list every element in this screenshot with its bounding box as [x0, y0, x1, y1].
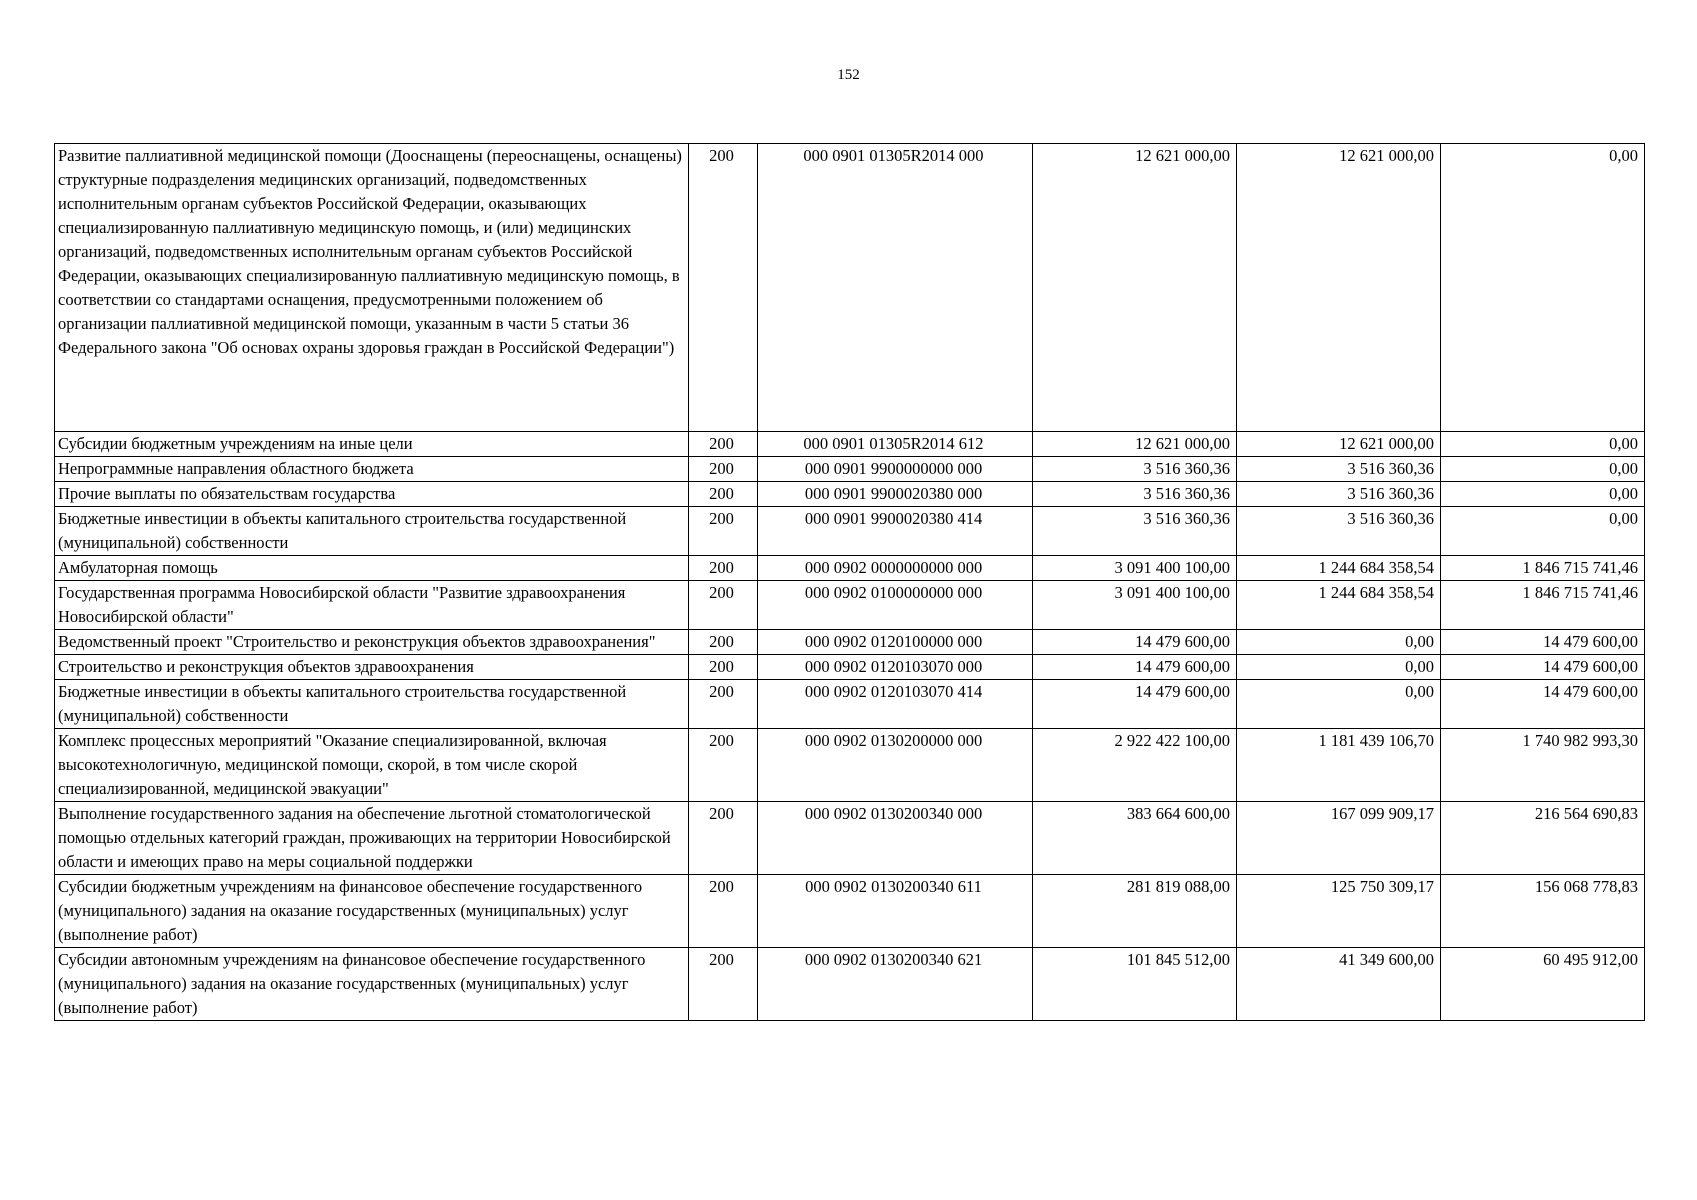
row-executed-amount: 167 099 909,17 [1237, 802, 1441, 875]
budget-table [54, 143, 1645, 1021]
table-row [55, 729, 1645, 802]
row-executed-amount: 12 621 000,00 [1237, 144, 1441, 432]
row-admin-code: 200 [689, 507, 758, 556]
row-name: Выполнение государственного задания на обеспечение льготной стоматологической помощью отдельных категорий граждан, проживающих на территории Новосибирской области и имеющих право на меры социальной поддержки [55, 802, 689, 875]
row-executed-amount: 1 181 439 106,70 [1237, 729, 1441, 802]
row-planned-amount: 12 621 000,00 [1033, 144, 1237, 432]
row-budget-code: 000 0902 0100000000 000 [758, 581, 1033, 630]
row-remaining-amount: 1 740 982 993,30 [1441, 729, 1645, 802]
row-admin-code: 200 [689, 680, 758, 729]
row-planned-amount: 14 479 600,00 [1033, 680, 1237, 729]
row-planned-amount: 3 516 360,36 [1033, 457, 1237, 482]
row-remaining-amount: 1 846 715 741,46 [1441, 581, 1645, 630]
row-planned-amount: 14 479 600,00 [1033, 630, 1237, 655]
row-budget-code: 000 0901 9900020380 000 [758, 482, 1033, 507]
row-admin-code: 200 [689, 144, 758, 432]
row-name: Развитие паллиативной медицинской помощи (Дооснащены (переоснащены, оснащены) структурные подразделения медицинских организаций, подведомственных исполнительным органам субъектов Российской Федерации, оказывающих специализированную паллиативную медицинскую помощь, и (или) медицинских организаций, подведомственных исполнительным органам субъектов Российской Федерации, оказывающих специализированную паллиативную медицинскую помощь, в соответствии со стандартами оснащения, предусмотренными положением об организации паллиативной медицинской помощи, указанным в части 5 статьи 36 Федерального закона "Об основах охраны здоровья граждан в Российской Федерации") [55, 144, 689, 432]
table-row [55, 875, 1645, 948]
row-remaining-amount: 0,00 [1441, 144, 1645, 432]
row-name: Строительство и реконструкция объектов здравоохранения [55, 655, 689, 680]
table-body [55, 144, 1645, 1021]
row-name: Субсидии автономным учреждениям на финансовое обеспечение государственного (муниципального) задания на оказание государственных (муниципальных) услуг (выполнение работ) [55, 948, 689, 1021]
row-admin-code: 200 [689, 655, 758, 680]
row-remaining-amount: 216 564 690,83 [1441, 802, 1645, 875]
table-row [55, 948, 1645, 1021]
table-row [55, 802, 1645, 875]
row-admin-code: 200 [689, 729, 758, 802]
table-row [55, 655, 1645, 680]
table-row [55, 581, 1645, 630]
row-name: Бюджетные инвестиции в объекты капитального строительства государственной (муниципальной) собственности [55, 680, 689, 729]
row-executed-amount: 1 244 684 358,54 [1237, 556, 1441, 581]
row-name: Непрограммные направления областного бюджета [55, 457, 689, 482]
row-budget-code: 000 0901 01305R2014 000 [758, 144, 1033, 432]
row-admin-code: 200 [689, 457, 758, 482]
row-name: Субсидии бюджетным учреждениям на иные цели [55, 432, 689, 457]
table-row [55, 630, 1645, 655]
row-executed-amount: 0,00 [1237, 630, 1441, 655]
row-remaining-amount: 14 479 600,00 [1441, 655, 1645, 680]
row-planned-amount: 383 664 600,00 [1033, 802, 1237, 875]
row-remaining-amount: 60 495 912,00 [1441, 948, 1645, 1021]
row-planned-amount: 3 516 360,36 [1033, 507, 1237, 556]
row-name: Государственная программа Новосибирской области "Развитие здравоохранения Новосибирской области" [55, 581, 689, 630]
table-row [55, 556, 1645, 581]
row-budget-code: 000 0901 9900020380 414 [758, 507, 1033, 556]
row-remaining-amount: 1 846 715 741,46 [1441, 556, 1645, 581]
row-executed-amount: 3 516 360,36 [1237, 482, 1441, 507]
row-remaining-amount: 0,00 [1441, 457, 1645, 482]
row-planned-amount: 101 845 512,00 [1033, 948, 1237, 1021]
row-budget-code: 000 0902 0130200000 000 [758, 729, 1033, 802]
row-admin-code: 200 [689, 802, 758, 875]
row-executed-amount: 12 621 000,00 [1237, 432, 1441, 457]
row-admin-code: 200 [689, 875, 758, 948]
row-executed-amount: 0,00 [1237, 655, 1441, 680]
row-admin-code: 200 [689, 581, 758, 630]
row-remaining-amount: 0,00 [1441, 507, 1645, 556]
row-executed-amount: 125 750 309,17 [1237, 875, 1441, 948]
row-planned-amount: 3 091 400 100,00 [1033, 581, 1237, 630]
row-executed-amount: 3 516 360,36 [1237, 507, 1441, 556]
row-name: Ведомственный проект "Строительство и реконструкция объектов здравоохранения" [55, 630, 689, 655]
row-planned-amount: 3 516 360,36 [1033, 482, 1237, 507]
row-remaining-amount: 156 068 778,83 [1441, 875, 1645, 948]
row-name: Субсидии бюджетным учреждениям на финансовое обеспечение государственного (муниципального) задания на оказание государственных (муниципальных) услуг (выполнение работ) [55, 875, 689, 948]
row-executed-amount: 0,00 [1237, 680, 1441, 729]
table-row [55, 144, 1645, 432]
table-row [55, 507, 1645, 556]
row-remaining-amount: 14 479 600,00 [1441, 630, 1645, 655]
row-budget-code: 000 0901 9900000000 000 [758, 457, 1033, 482]
row-executed-amount: 1 244 684 358,54 [1237, 581, 1441, 630]
row-remaining-amount: 14 479 600,00 [1441, 680, 1645, 729]
row-name: Амбулаторная помощь [55, 556, 689, 581]
table-row [55, 457, 1645, 482]
row-planned-amount: 12 621 000,00 [1033, 432, 1237, 457]
row-remaining-amount: 0,00 [1441, 482, 1645, 507]
row-budget-code: 000 0902 0000000000 000 [758, 556, 1033, 581]
row-admin-code: 200 [689, 556, 758, 581]
table-row [55, 680, 1645, 729]
row-planned-amount: 14 479 600,00 [1033, 655, 1237, 680]
row-remaining-amount: 0,00 [1441, 432, 1645, 457]
row-name: Бюджетные инвестиции в объекты капитального строительства государственной (муниципальной) собственности [55, 507, 689, 556]
row-planned-amount: 281 819 088,00 [1033, 875, 1237, 948]
row-planned-amount: 2 922 422 100,00 [1033, 729, 1237, 802]
row-admin-code: 200 [689, 432, 758, 457]
row-budget-code: 000 0902 0120103070 414 [758, 680, 1033, 729]
row-budget-code: 000 0902 0130200340 621 [758, 948, 1033, 1021]
table-row [55, 482, 1645, 507]
row-admin-code: 200 [689, 482, 758, 507]
row-budget-code: 000 0902 0120103070 000 [758, 655, 1033, 680]
row-budget-code: 000 0901 01305R2014 612 [758, 432, 1033, 457]
row-budget-code: 000 0902 0130200340 000 [758, 802, 1033, 875]
row-name: Комплекс процессных мероприятий "Оказание специализированной, включая высокотехнологичную, медицинской помощи, скорой, в том числе скорой специализированной, медицинской эвакуации" [55, 729, 689, 802]
row-budget-code: 000 0902 0120100000 000 [758, 630, 1033, 655]
row-executed-amount: 41 349 600,00 [1237, 948, 1441, 1021]
row-planned-amount: 3 091 400 100,00 [1033, 556, 1237, 581]
page-number: 152 [837, 67, 860, 83]
row-executed-amount: 3 516 360,36 [1237, 457, 1441, 482]
row-name: Прочие выплаты по обязательствам государства [55, 482, 689, 507]
row-budget-code: 000 0902 0130200340 611 [758, 875, 1033, 948]
row-admin-code: 200 [689, 948, 758, 1021]
table-row [55, 432, 1645, 457]
row-admin-code: 200 [689, 630, 758, 655]
